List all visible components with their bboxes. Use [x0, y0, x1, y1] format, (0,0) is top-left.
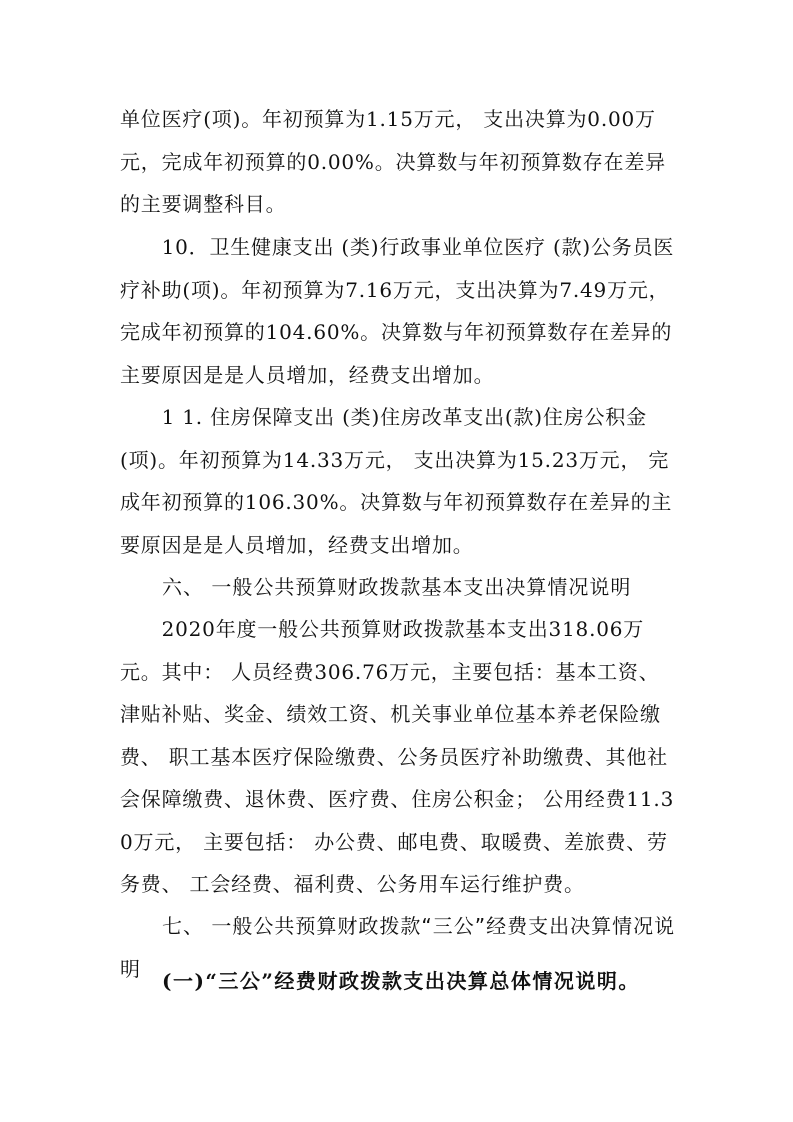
section-7-subheading: (一)“三公”经费财政拨款支出决算总体情况说明。 — [162, 969, 640, 993]
paragraph-medical-cont: 单位医疗(项)。年初预算为1.15万元， 支出决算为0.00万元，完成年初预算的0.00%。决算数与年初预算数存在差异的主要调整科目。 — [120, 107, 666, 216]
paragraph-item-10: 10．卫生健康支出 (类)行政事业单位医疗 (款)公务员医疗补助(项)。年初预算为7.16万元，支出决算为7.49万元，完成年初预算的104.60%。决算数与年初预算数存在差异的主要原因是是人员增加，经费支出增加。 — [120, 235, 675, 387]
paragraph-item-11: 1 1. 住房保障支出 (类)住房改革支出(款)住房公积金(项)。年初预算为14.33万元， 支出决算为15.23万元， 完成年初预算的106.30%。决算数与年初预算数存在差异的主要原因是是人员增加，经费支出增加。 — [120, 405, 673, 557]
section-6-heading: 六、 一般公共预算财政拨款基本支出决算情况说明 — [120, 575, 632, 599]
section-6-body: 2020年度一般公共预算财政拨款基本支出318.06万元。其中： 人员经费306.76万元，主要包括：基本工资、津贴补贴、奖金、绩效工资、机关事业单位基本养老保险缴费、 职工基本医疗保险缴费、公务员医疗补助缴费、其他社会保障缴费、退休费、医疗费、住房公积金； 公用经费11.30万元， 主要包括： 办公费、邮电费、取暖费、差旅费、劳务费、 工会经费、福利费、公务用车运行维护费。 — [120, 617, 675, 896]
section-7-heading: 七、 一般公共预算财政拨款“三公”经费支出决算情况说明 — [120, 914, 676, 981]
